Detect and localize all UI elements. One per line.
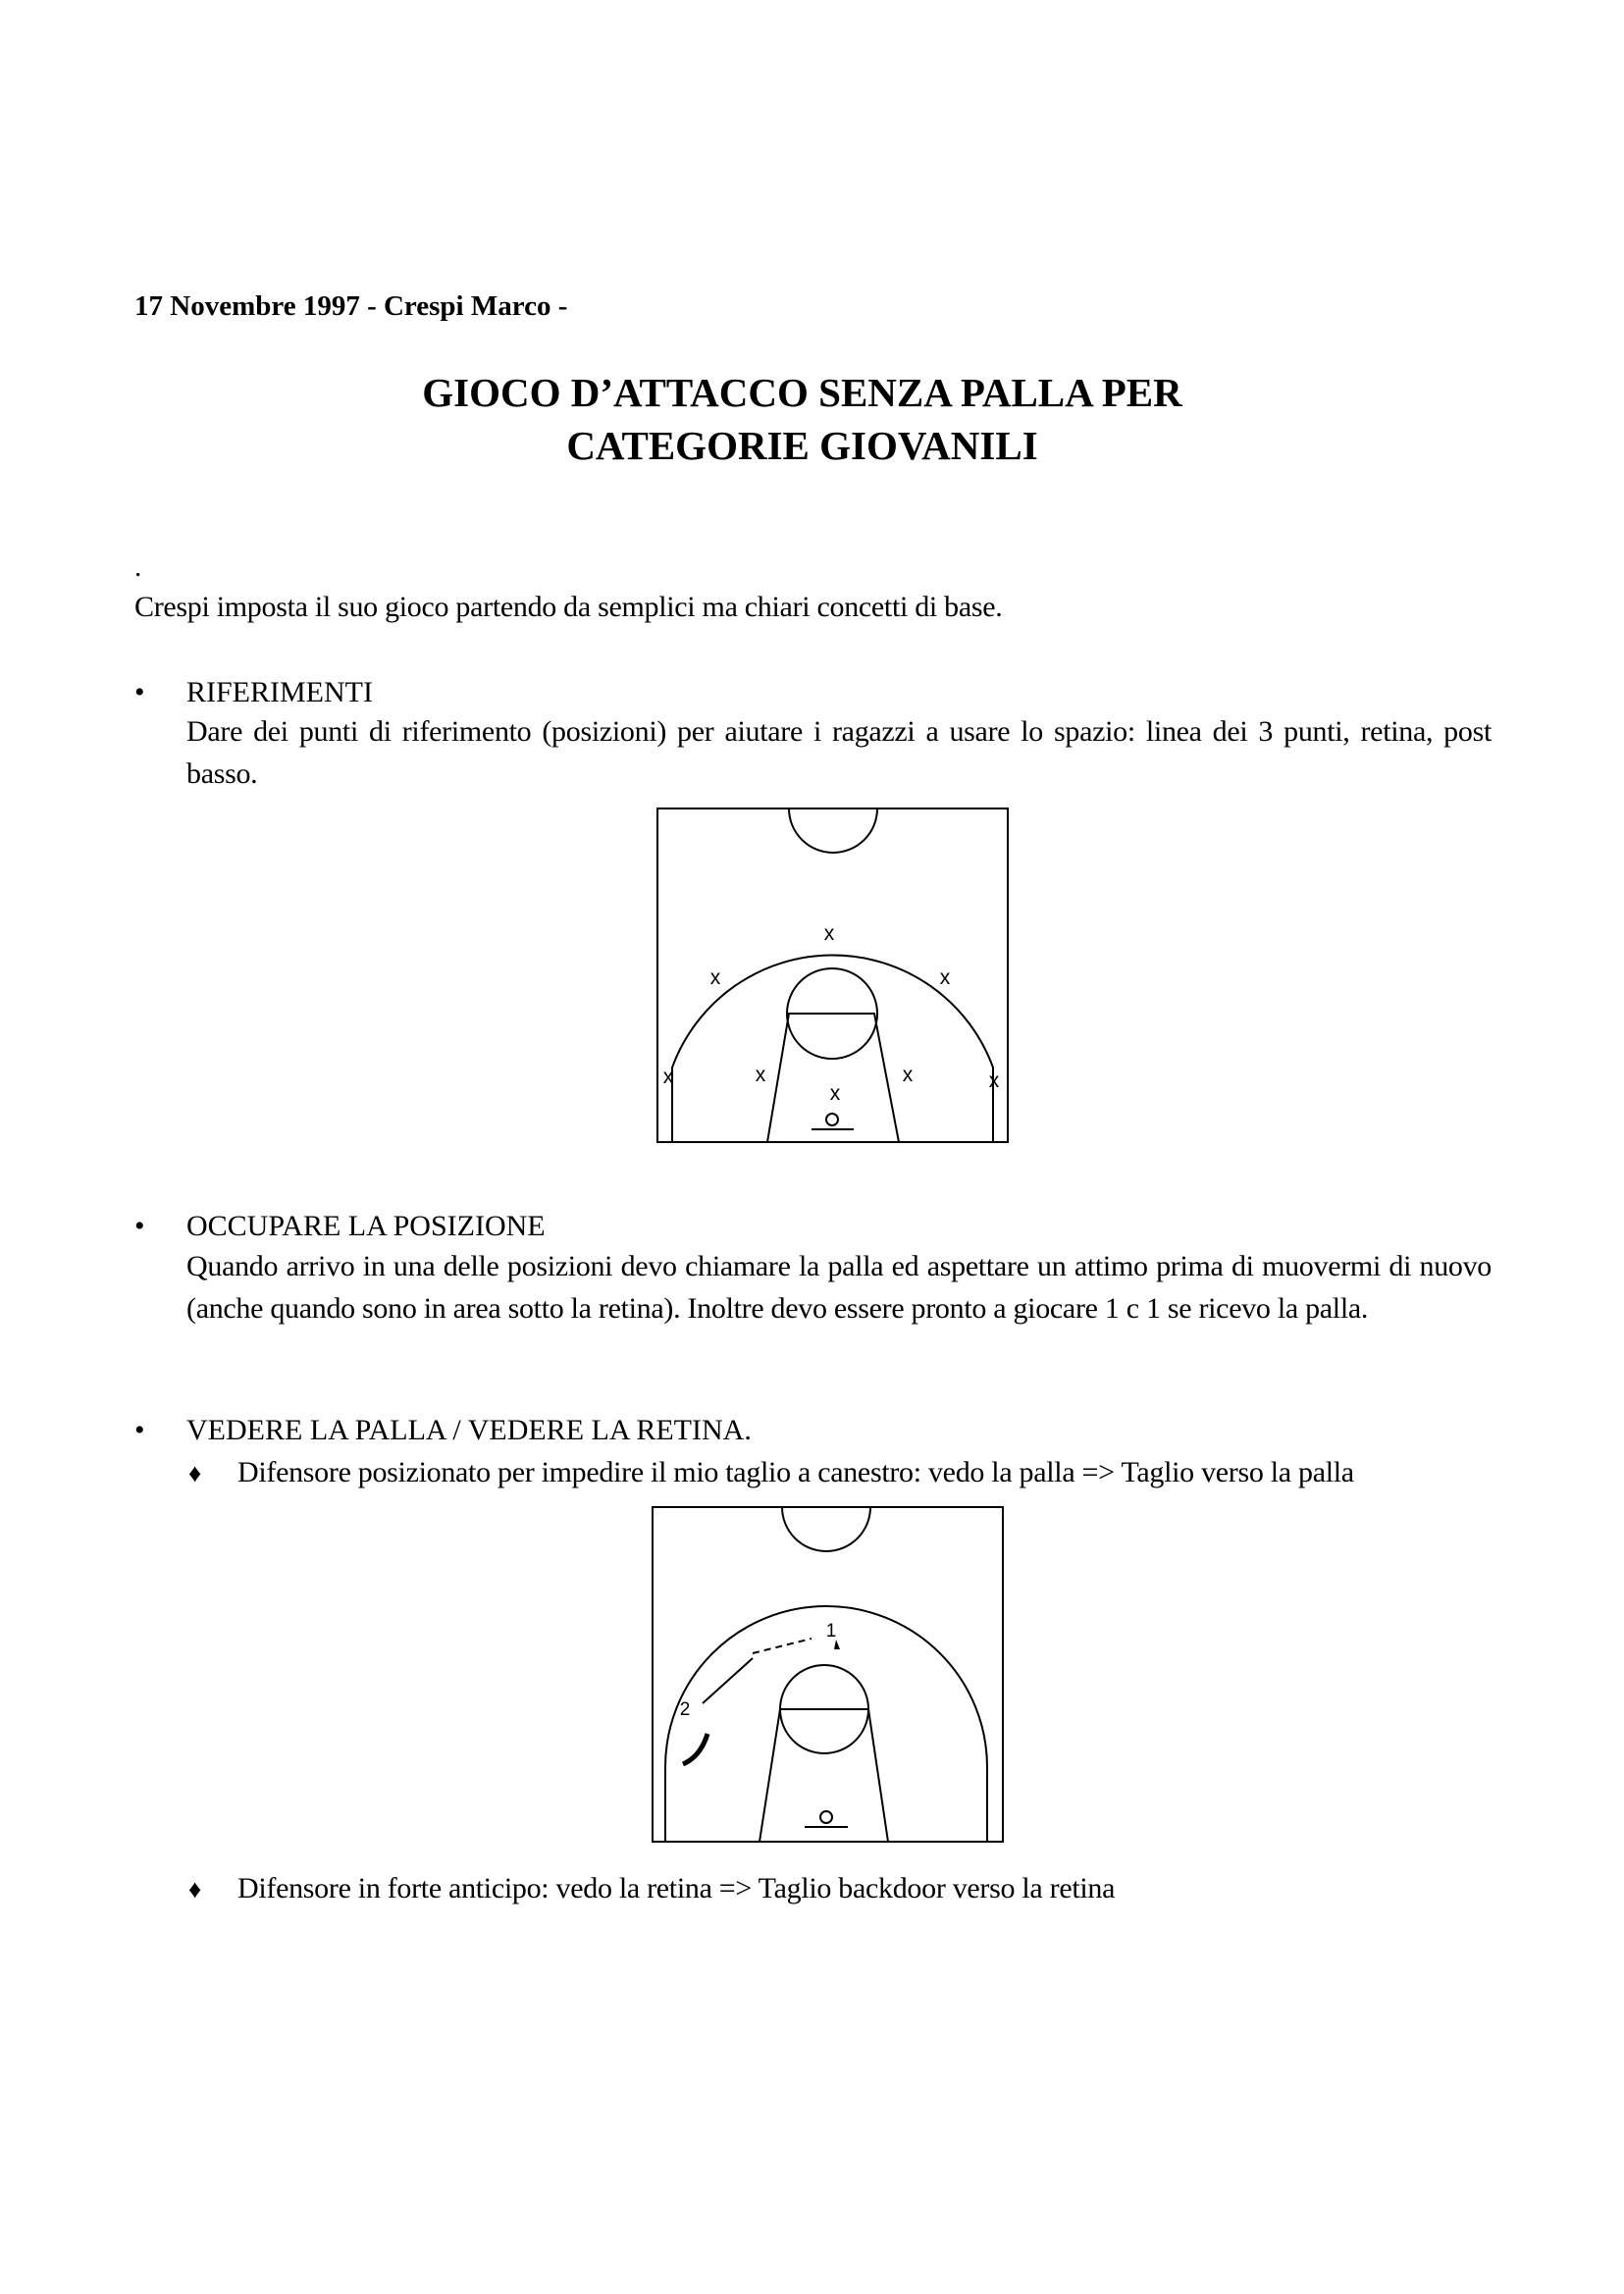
section-text-occupare: Quando arrivo in una delle posizioni devo chiamare la palla ed aspettare un attimo prima di muovermi di nuovo (anche quando sono in area sotto la retina). Inoltre devo essere pronto a giocare 1 c 1 se ricevo la palla. xyxy=(186,1250,1492,1325)
document-title-line-2: CATEGORIE GIOVANILI xyxy=(566,423,1038,468)
stray-dot: . xyxy=(134,551,142,583)
center-circle-arc xyxy=(782,1507,870,1551)
position-marker-left-wing: x xyxy=(709,966,721,989)
position-marker-right-block: x xyxy=(902,1064,914,1086)
position-marker-under-basket: x xyxy=(829,1082,841,1105)
court-diagram-reference-positions xyxy=(656,808,1010,1146)
position-marker-left-corner: x xyxy=(662,1066,674,1088)
cut-path-line xyxy=(703,1658,753,1703)
position-marker-right-wing: x xyxy=(939,966,951,989)
diamond-bullet-icon: ♦ xyxy=(188,1459,202,1487)
basket-rim xyxy=(820,1811,832,1823)
section-text-riferimenti: Dare dei punti di riferimento (posizioni) per aiutare i ragazzi a usare lo spazio: linea dei 3 punti, retina, post basso. xyxy=(186,715,1492,790)
player-label-2: 2 xyxy=(679,1699,691,1720)
section-heading-occupare: OCCUPARE LA POSIZIONE xyxy=(186,1210,546,1242)
court-diagram-cut-toward-ball xyxy=(652,1506,1005,1846)
player-label-1: 1 xyxy=(825,1621,837,1642)
date-author-line: 17 Novembre 1997 - Crespi Marco - xyxy=(134,290,568,322)
defender-arc xyxy=(683,1734,707,1764)
position-marker-top: x xyxy=(823,922,835,945)
pass-path-dashed xyxy=(753,1639,812,1653)
intro-paragraph: Crespi imposta il suo gioco partendo da semplici ma chiari concetti di base. xyxy=(134,591,1003,623)
bullet-icon: • xyxy=(134,1210,145,1242)
bullet-icon: • xyxy=(134,676,145,708)
court-boundary xyxy=(653,1507,1003,1842)
bullet-icon: • xyxy=(134,1414,145,1446)
subitem-vedo-la-palla: Difensore posizionato per impedire il mio taglio a canestro: vedo la palla => Taglio verso la palla xyxy=(237,1456,1354,1488)
section-heading-riferimenti: RIFERIMENTI xyxy=(186,676,373,708)
free-throw-lane xyxy=(767,1014,899,1142)
section-heading-vedere: VEDERE LA PALLA / VEDERE LA RETINA. xyxy=(186,1414,752,1446)
center-circle-arc xyxy=(789,808,877,853)
diamond-bullet-icon: ♦ xyxy=(188,1875,202,1903)
position-marker-left-block: x xyxy=(755,1064,766,1086)
subitem-vedo-la-retina: Difensore in forte anticipo: vedo la retina => Taglio backdoor verso la retina xyxy=(237,1872,1116,1904)
three-point-line xyxy=(665,1606,987,1842)
document-title-line-1: GIOCO D’ATTACCO SENZA PALLA PER xyxy=(422,370,1182,415)
basket-rim xyxy=(826,1114,838,1125)
position-marker-right-corner: x xyxy=(988,1069,1000,1092)
